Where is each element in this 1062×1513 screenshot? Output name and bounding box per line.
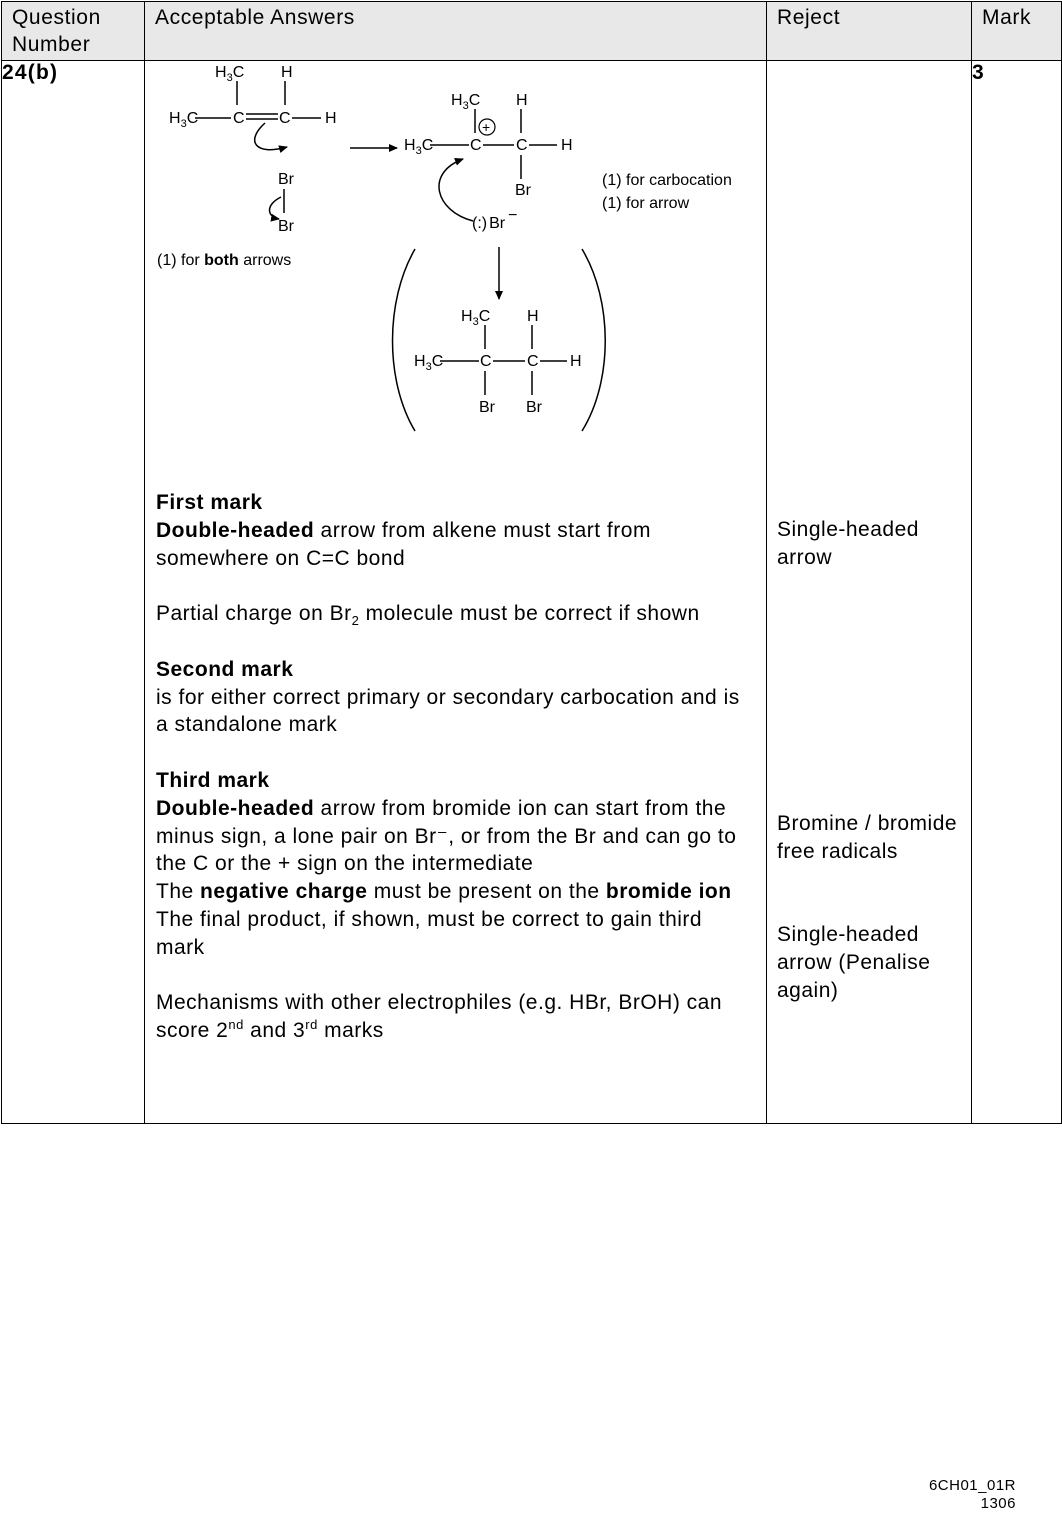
page-number: 1306 [980,1495,1016,1512]
product-br-left: Br [479,399,495,416]
alkene-methyl-left: $H_3C$ [169,110,199,130]
header-reject: Reject [767,2,972,61]
negative-charge-text: The negative charge must be present on the bromide ion [156,880,732,904]
first-mark-text: Double-headed arrow from alkene must start from somewhere on C=C bond [156,518,651,570]
product-c1: C [480,353,492,370]
third-mark-text: Double-headed arrow from bromide ion can start from the minus sign, a lone pair on Br⁻, or from the Br and can go to the C or the + sign on the intermediate [156,796,737,876]
header-acceptable-answers: Acceptable Answers [145,2,767,61]
reject-third: Single-headed arrow (Penalise again) [777,923,931,1002]
product-c2: C [527,353,539,370]
header-mark: Mark [972,2,1062,61]
alkene-molecule [169,64,337,150]
final-product-text: The final product, if shown, must be correct to gain third mark [156,907,703,959]
question-number: 24(b) [2,61,145,1124]
header-row [2,2,1062,61]
dibromo-product [414,308,582,416]
other-electrophiles-text: Mechanisms with other electrophiles (e.g. HBr, BrOH) can score 2nd and 3rd marks [156,991,723,1043]
alkene-methyl-top: $H_3C$ [215,64,245,84]
mechanism-diagram [145,61,765,491]
product-methyl-top: $H_3C$ [461,308,491,328]
carbocation-methyl-top: $H_3C$ [451,92,481,112]
product-br-right: Br [526,399,542,416]
positive-charge-sign: + [482,119,491,135]
carbocation-h-right: H [561,137,573,154]
carbocation-methyl-left: $H_3C$ [404,137,434,157]
second-mark-heading: Second mark [156,657,294,681]
answer-text [156,489,756,1045]
reject-cell [767,61,972,1124]
bromine-atom-top: Br [278,171,294,188]
partial-charge-text: Partial charge on $Br_2$ molecule must be correct if shown [156,602,700,629]
acceptable-answers-cell [145,61,767,1124]
bromide-curly-arrow [439,159,473,221]
carbocation-c2: C [516,137,528,154]
reject-container [767,61,971,1123]
alkene-c2: C [279,110,291,127]
product-methyl-left: $H_3C$ [414,353,444,373]
product-h-right: H [570,353,582,370]
carbocation-h-top: H [516,92,528,109]
alkene-h-right: H [325,110,337,127]
arrow-note: (1) for arrow [602,195,690,212]
carbocation-intermediate [404,92,573,199]
carbocation-br: Br [515,182,531,199]
alkene-h-top: H [281,64,293,81]
bromide-ion: (:) Br − [472,207,518,232]
bromine-atom-bottom: Br [278,218,294,235]
mark-scheme-table [1,1,1062,1124]
third-mark-heading: Third mark [156,768,270,792]
paper-code: 6CH01_01R [928,1477,1016,1494]
reject-first: Single-headed arrow [777,518,919,569]
bromine-curly-arrow [270,197,282,219]
alkene-c1: C [233,110,245,127]
both-arrows-note: (1) for both arrows [157,252,292,269]
second-mark-text: is for either correct primary or secondary carbocation and is a standalone mark [156,685,740,737]
first-mark-heading: First mark [156,491,263,514]
answers-container [145,61,766,1123]
left-bracket [393,249,416,431]
question-row [2,61,1062,1124]
bromine-molecule [270,171,295,235]
mark-value: 3 [972,61,1062,1124]
page-footer [929,1477,1016,1513]
product-h-top: H [527,308,539,325]
carbocation-note: (1) for carbocation [602,172,732,189]
right-bracket [582,249,605,431]
alkene-curly-arrow [255,123,287,150]
carbocation-c1: C [470,137,482,154]
reject-second: Bromine / bromide free radicals [777,812,958,863]
header-question-number: Question Number [2,2,145,61]
